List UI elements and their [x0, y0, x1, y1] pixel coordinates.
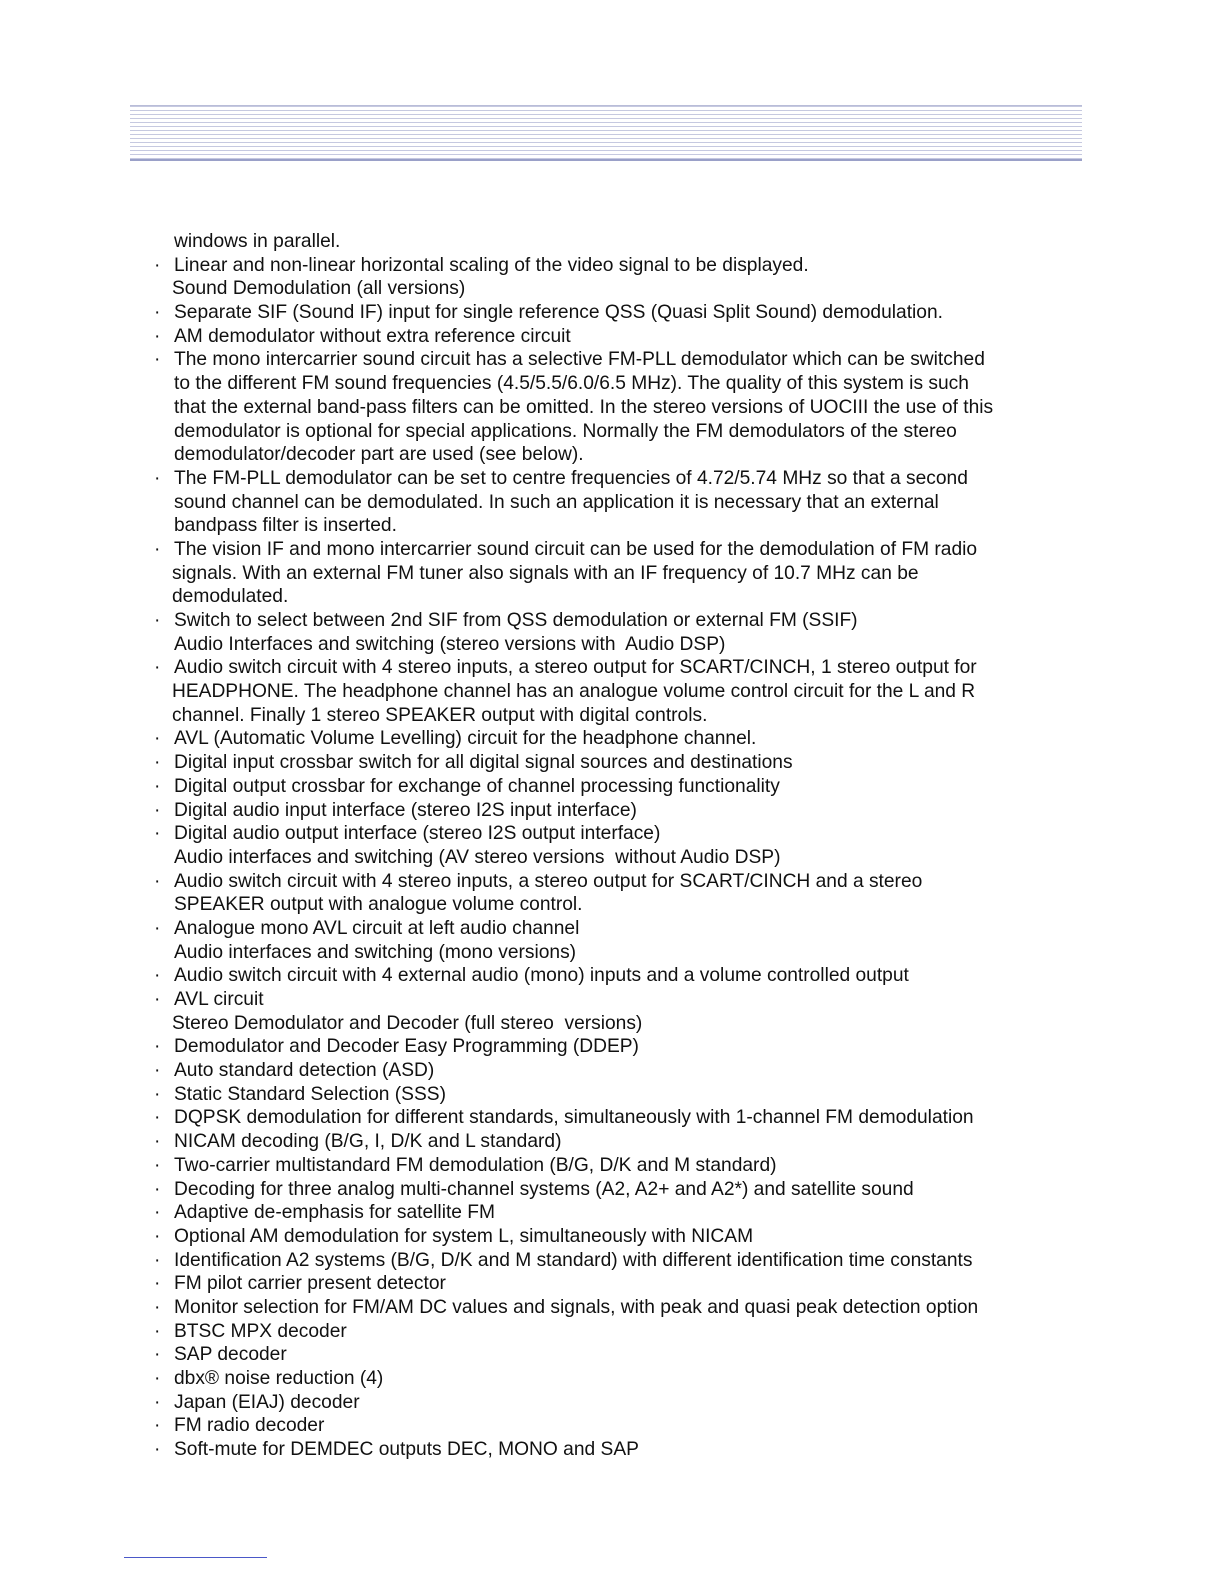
line-text: Static Standard Selection (SSS) — [174, 1083, 446, 1105]
bullet-glyph: · — [154, 752, 161, 774]
line-text: Linear and non-linear horizontal scaling of the video signal to be displayed. — [174, 254, 809, 276]
bullet-item — [150, 1083, 1090, 1107]
bullet-glyph: · — [154, 349, 161, 371]
line-text: Auto standard detection (ASD) — [174, 1060, 435, 1082]
line-text: channel. Finally 1 stereo SPEAKER output with digital controls. — [172, 704, 708, 726]
text-line — [150, 372, 1090, 396]
bullet-glyph: · — [154, 302, 161, 324]
bullet-glyph: · — [154, 1107, 161, 1129]
bullet-item — [150, 1035, 1090, 1059]
line-text: demodulator/decoder part are used (see below). — [174, 444, 584, 466]
line-text: that the external band-pass filters can be omitted. In the stereo versions of UOCIII the use of this — [174, 396, 994, 418]
bullet-glyph: · — [154, 1225, 161, 1247]
line-text: demodulated. — [172, 586, 289, 608]
bullet-glyph: · — [154, 467, 161, 489]
bullet-item — [150, 988, 1090, 1012]
bullet-item — [150, 1201, 1090, 1225]
bullet-item — [150, 1367, 1090, 1391]
line-text: bandpass filter is inserted. — [174, 515, 397, 537]
text-line — [150, 704, 1090, 728]
line-text: Japan (EIAJ) decoder — [174, 1391, 360, 1413]
bullet-glyph: · — [154, 325, 161, 347]
bullet-glyph: · — [154, 870, 161, 892]
line-text: Audio interfaces and switching (mono versions) — [174, 941, 577, 963]
line-text: Stereo Demodulator and Decoder (full stereo versions) — [172, 1012, 643, 1034]
bullet-glyph: · — [154, 1249, 161, 1271]
bullet-item — [150, 1225, 1090, 1249]
line-text: Optional AM demodulation for system L, simultaneously with NICAM — [174, 1225, 754, 1247]
line-text: Adaptive de-emphasis for satellite FM — [174, 1202, 495, 1224]
bullet-glyph: · — [154, 1273, 161, 1295]
bullet-glyph: · — [154, 1368, 161, 1389]
bullet-glyph: · — [154, 1296, 161, 1318]
bullet-item — [150, 301, 1090, 325]
bullet-item — [150, 609, 1090, 633]
line-text: Soft-mute for DEMDEC outputs DEC, MONO and SAP — [174, 1439, 639, 1461]
line-text: windows in parallel. — [174, 231, 341, 252]
line-text: Switch to select between 2nd SIF from QSS demodulation or external FM (SSIF) — [174, 610, 858, 631]
bullet-glyph: · — [154, 1083, 161, 1105]
bullet-item — [150, 917, 1090, 941]
line-text: FM pilot carrier present detector — [174, 1273, 446, 1295]
line-text: Identification A2 systems (B/G, D/K and M standard) with different identification time constants — [174, 1249, 973, 1271]
bullet-item — [150, 964, 1090, 988]
bullet-item — [150, 751, 1090, 775]
bullet-item — [150, 1178, 1090, 1202]
bullet-item — [150, 1296, 1090, 1320]
header-decorative-bar — [130, 105, 1082, 161]
text-line — [150, 585, 1090, 609]
line-text: AVL (Automatic Volume Levelling) circuit for the headphone channel. — [174, 728, 757, 750]
bullet-glyph: · — [154, 1391, 161, 1413]
line-text: SPEAKER output with analogue volume control. — [174, 894, 583, 916]
bullet-item — [150, 348, 1090, 372]
bullet-glyph: · — [154, 1154, 161, 1176]
text-line — [150, 443, 1090, 467]
bullet-glyph: · — [154, 965, 161, 987]
bullet-glyph: · — [154, 538, 161, 560]
bullet-item — [150, 1154, 1090, 1178]
text-line — [150, 491, 1090, 515]
line-text: Digital output crossbar for exchange of channel processing functionality — [174, 775, 780, 797]
line-text: Two-carrier multistandard FM demodulation (B/G, D/K and M standard) — [174, 1154, 777, 1176]
line-text: demodulator is optional for special applications. Normally the FM demodulators of the stereo — [174, 420, 957, 442]
bullet-glyph: · — [154, 1344, 161, 1366]
line-text: AM demodulator without extra reference circuit — [174, 325, 571, 347]
bullet-glyph: · — [154, 917, 161, 939]
bullet-glyph: · — [154, 610, 161, 631]
feature-list — [150, 230, 1090, 1462]
line-text: Digital audio output interface (stereo I2S output interface) — [174, 823, 661, 845]
text-line — [150, 941, 1090, 965]
line-text: FM radio decoder — [174, 1415, 325, 1437]
line-text: BTSC MPX decoder — [174, 1320, 347, 1342]
line-text: Audio interfaces and switching (AV stereo versions without Audio DSP) — [174, 846, 781, 868]
line-text: Digital input crossbar switch for all digital signal sources and destinations — [174, 752, 793, 774]
bullet-item — [150, 775, 1090, 799]
bullet-item — [150, 1343, 1090, 1367]
bullet-item — [150, 325, 1090, 349]
line-text: Audio Interfaces and switching (stereo versions with Audio DSP) — [174, 633, 726, 655]
footer-rule — [124, 1557, 267, 1558]
line-text: signals. With an external FM tuner also signals with an IF frequency of 10.7 MHz can be — [172, 562, 919, 584]
line-text: DQPSK demodulation for different standards, simultaneously with 1-channel FM demodulation — [174, 1107, 974, 1129]
bullet-glyph: · — [154, 775, 161, 797]
bullet-item — [150, 799, 1090, 823]
bullet-glyph: · — [154, 1131, 161, 1153]
line-text: Demodulator and Decoder Easy Programming (DDEP) — [174, 1036, 639, 1058]
bullet-item — [150, 467, 1090, 491]
bullet-item — [150, 254, 1090, 278]
line-text: HEADPHONE. The headphone channel has an analogue volume control circuit for the L and R — [172, 681, 976, 703]
bullet-item — [150, 822, 1090, 846]
text-line — [150, 562, 1090, 586]
text-line — [150, 277, 1090, 301]
bullet-item — [150, 1130, 1090, 1154]
bullet-glyph: · — [154, 799, 161, 821]
line-text: Decoding for three analog multi-channel systems (A2, A2+ and A2*) and satellite sound — [174, 1178, 914, 1200]
line-text: Monitor selection for FM/AM DC values and signals, with peak and quasi peak detection option — [174, 1296, 979, 1318]
bullet-glyph: · — [154, 823, 161, 845]
text-line — [150, 680, 1090, 704]
bullet-glyph: · — [154, 1202, 161, 1224]
line-text: The vision IF and mono intercarrier sound circuit can be used for the demodulation of FM radio — [174, 538, 978, 560]
bullet-glyph: · — [154, 1178, 161, 1200]
bullet-item — [150, 1106, 1090, 1130]
line-text: Digital audio input interface (stereo I2S input interface) — [174, 799, 637, 821]
text-line — [150, 846, 1090, 870]
bullet-glyph: · — [154, 728, 161, 750]
line-text: Analogue mono AVL circuit at left audio channel — [174, 917, 580, 939]
text-line — [150, 396, 1090, 420]
bullet-glyph: · — [154, 1060, 161, 1082]
line-text: sound channel can be demodulated. In such an application it is necessary that an external — [174, 491, 939, 513]
bullet-item — [150, 1391, 1090, 1415]
bullet-glyph: · — [154, 1036, 161, 1058]
line-text: The FM-PLL demodulator can be set to centre frequencies of 4.72/5.74 MHz so that a second — [174, 467, 968, 489]
line-text: to the different FM sound frequencies (4.5/5.5/6.0/6.5 MHz). The quality of this system is such — [174, 373, 969, 395]
bullet-item — [150, 538, 1090, 562]
bullet-glyph: · — [154, 1415, 161, 1437]
bullet-item — [150, 1059, 1090, 1083]
line-text: NICAM decoding (B/G, I, D/K and L standard) — [174, 1131, 562, 1153]
bullet-item — [150, 1438, 1090, 1462]
bullet-item — [150, 1320, 1090, 1344]
bullet-item — [150, 870, 1090, 894]
bullet-glyph: · — [154, 657, 161, 679]
bullet-glyph: · — [154, 1320, 161, 1342]
text-line — [150, 1012, 1090, 1036]
line-text: Audio switch circuit with 4 stereo inputs, a stereo output for SCART/CINCH, 1 stereo output for — [174, 657, 977, 679]
text-line — [150, 420, 1090, 444]
text-line — [150, 893, 1090, 917]
line-text: dbx® noise reduction (4) — [174, 1368, 384, 1389]
line-text: Sound Demodulation (all versions) — [172, 278, 466, 300]
bullet-glyph: · — [154, 1439, 161, 1461]
line-text: Separate SIF (Sound IF) input for single reference QSS (Quasi Split Sound) demodulation. — [174, 302, 943, 324]
text-line — [150, 633, 1090, 657]
bullet-item — [150, 727, 1090, 751]
bullet-item — [150, 1249, 1090, 1273]
bullet-item — [150, 1414, 1090, 1438]
bullet-glyph: · — [154, 989, 161, 1010]
bullet-item — [150, 656, 1090, 680]
text-line — [150, 230, 1090, 254]
line-text: The mono intercarrier sound circuit has a selective FM-PLL demodulator which can be switched — [174, 349, 985, 371]
bullet-item — [150, 1272, 1090, 1296]
line-text: AVL circuit — [174, 989, 264, 1010]
line-text: SAP decoder — [174, 1344, 287, 1366]
line-text: Audio switch circuit with 4 stereo inputs, a stereo output for SCART/CINCH and a stereo — [174, 870, 923, 892]
line-text: Audio switch circuit with 4 external audio (mono) inputs and a volume controlled output — [174, 965, 909, 987]
text-line — [150, 514, 1090, 538]
bullet-glyph: · — [154, 254, 161, 276]
